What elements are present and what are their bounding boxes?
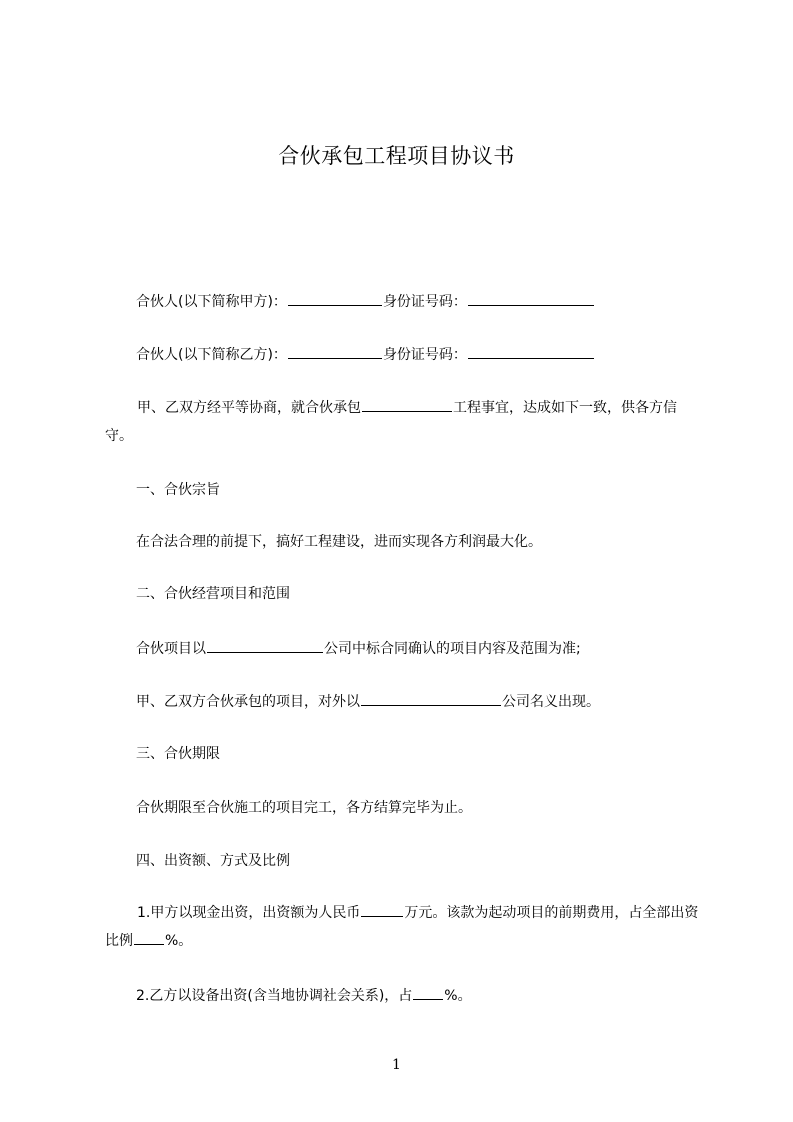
section1-heading: 一、合伙宗旨	[136, 482, 220, 498]
section2-line1-text-2: 公司中标合同确认的项目内容及范围为准;	[324, 641, 581, 657]
section4-item1-text-3: %。	[165, 933, 193, 949]
equipment-ratio-blank[interactable]	[413, 985, 443, 1000]
section2-line2	[136, 691, 600, 712]
section2-line2-text-1: 甲、乙双方合伙承包的项目，对外以	[136, 694, 360, 710]
partner-b-label: 合伙人(以下简称乙方)：	[136, 347, 287, 363]
project-name-blank[interactable]	[362, 397, 452, 412]
cash-ratio-blank[interactable]	[134, 930, 164, 945]
section4-item2-text-1: 2.乙方以设备出资(含当地协调社会关系)，占	[136, 988, 413, 1004]
winning-company-blank[interactable]	[207, 638, 323, 653]
section4-item2	[136, 985, 472, 1006]
preamble-text-2: 工程事宜，达成如下一致，供各方信守。	[105, 400, 677, 444]
partner-b-id-blank[interactable]	[468, 344, 594, 359]
section3-heading: 三、合伙期限	[136, 746, 220, 762]
document-title: 合伙承包工程项目协议书	[278, 144, 515, 168]
section3-text: 合伙期限至合伙施工的项目完工，各方结算完毕为止。	[136, 800, 472, 816]
section1-text: 在合法合理的前提下，搞好工程建设，进而实现各方利润最大化。	[136, 534, 542, 550]
page-number: 1	[392, 1057, 401, 1073]
section4-item1-text-1: 1.甲方以现金出资，出资额为人民币	[137, 905, 361, 921]
section2-heading: 二、合伙经营项目和范围	[136, 586, 290, 602]
section2-line2-text-2: 公司名义出现。	[502, 694, 600, 710]
partner-b-id-label: 身份证号码：	[382, 347, 467, 363]
partner-a-id-blank[interactable]	[468, 291, 594, 306]
partner-a-line	[136, 291, 595, 312]
section4-item2-text-2: %。	[444, 988, 472, 1004]
partner-a-label: 合伙人(以下简称甲方)：	[136, 294, 287, 310]
partner-b-line	[136, 344, 595, 365]
partner-a-id-label: 身份证号码：	[382, 294, 467, 310]
partner-a-name-blank[interactable]	[288, 291, 382, 306]
partner-b-name-blank[interactable]	[288, 344, 382, 359]
section4-item1	[105, 899, 700, 955]
cash-amount-blank[interactable]	[361, 902, 403, 917]
section4-item1-text-2: 万元。该款为起动项目的前期费用，占全部出资比例	[105, 905, 699, 949]
preamble-paragraph	[105, 394, 700, 450]
section2-line1	[136, 638, 581, 659]
section4-heading: 四、出资额、方式及比例	[136, 853, 290, 869]
preamble-text-1: 甲、乙双方经平等协商，就合伙承包	[137, 400, 361, 416]
section2-line1-text-1: 合伙项目以	[136, 641, 206, 657]
external-company-blank[interactable]	[361, 691, 501, 706]
